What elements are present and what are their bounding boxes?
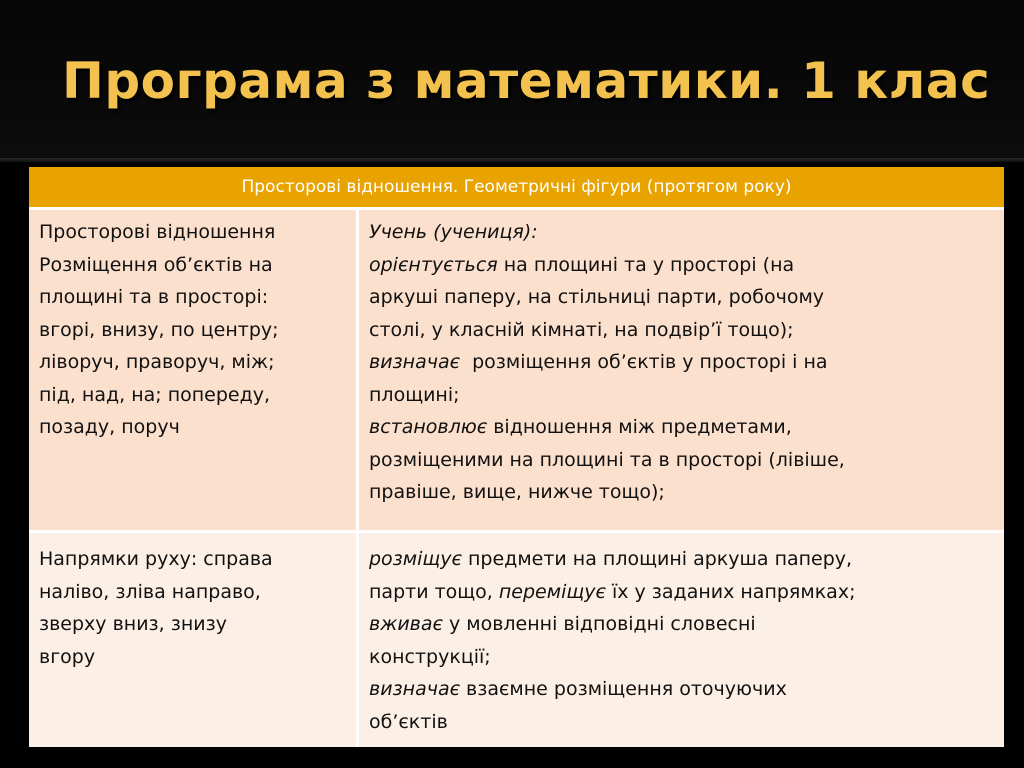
outcome-text: їх у заданих напрямках; [605, 580, 856, 603]
outcome-text: парти тощо, [369, 580, 499, 603]
outcome-line [369, 543, 996, 576]
content-line: позаду, поруч [39, 416, 180, 438]
outcome-line: конструкції; [369, 645, 491, 668]
outcome-line [369, 608, 996, 641]
table-header-cell: Просторові відношення. Геометричні фігури (протягом року) [29, 167, 1004, 210]
content-line: Розміщення об’єктів на [39, 253, 273, 276]
outcome-text: розміщення об’єктів у просторі і на [460, 351, 828, 373]
content-cell [29, 533, 359, 747]
outcome-verb: орієнтується [369, 253, 498, 276]
outcome-line [369, 249, 996, 282]
table-header-row [29, 167, 1004, 210]
outcome-verb: встановлює [369, 416, 488, 438]
outcome-line: розміщеними на площині та в просторі (лівіше, [369, 448, 845, 471]
pupil-heading: Учень (учениця): [369, 221, 538, 243]
outcome-line [369, 346, 996, 379]
outcome-verb: розміщує [369, 548, 462, 570]
content-cell [29, 210, 359, 533]
outcome-line: аркуші паперу, на стільниці парти, робочому [369, 286, 825, 308]
outcome-text: у мовленні відповідні словесні [442, 613, 756, 635]
outcome-line [369, 411, 996, 444]
outcome-line: правіше, вище, нижче тощо); [369, 481, 665, 503]
outcome-verb: вживає [369, 613, 443, 635]
outcome-text: взаємне розміщення оточуючих [460, 678, 787, 700]
content-line: площині та в просторі: [39, 286, 269, 308]
outcome-text: на площині та у просторі (на [497, 253, 795, 276]
outcome-verb: визначає [369, 351, 461, 373]
content-line: ліворуч, праворуч, між; [39, 351, 275, 373]
table-row [29, 533, 1004, 747]
curriculum-table [29, 167, 1004, 747]
content-line: зверху вниз, знизу [39, 613, 227, 635]
content-line: Напрямки руху: справа [39, 548, 273, 570]
outcome-line: об’єктів [369, 710, 448, 733]
outcomes-cell [359, 533, 1004, 747]
outcome-text: предмети на площині аркуша паперу, [461, 548, 853, 570]
outcome-line [369, 576, 996, 609]
content-line: Просторові відношення [39, 221, 276, 243]
table-row [29, 210, 1004, 533]
outcomes-cell [359, 210, 1004, 533]
content-line: вгорі, внизу, по центру; [39, 318, 279, 341]
outcome-line: площині; [369, 383, 460, 406]
outcome-text: відношення між предметами, [487, 416, 792, 438]
content-line: вгору [39, 645, 96, 668]
outcome-line [369, 673, 996, 706]
content-line: наліво, зліва направо, [39, 580, 261, 603]
slide-title: Програма з математики. 1 клас [62, 52, 991, 110]
title-divider [0, 158, 1024, 162]
outcome-verb: визначає [369, 678, 461, 700]
content-line: під, над, на; попереду, [39, 383, 271, 406]
outcome-line: столі, у класній кімнаті, на подвір’ї тощо); [369, 318, 794, 341]
outcome-verb: переміщує [498, 580, 606, 603]
